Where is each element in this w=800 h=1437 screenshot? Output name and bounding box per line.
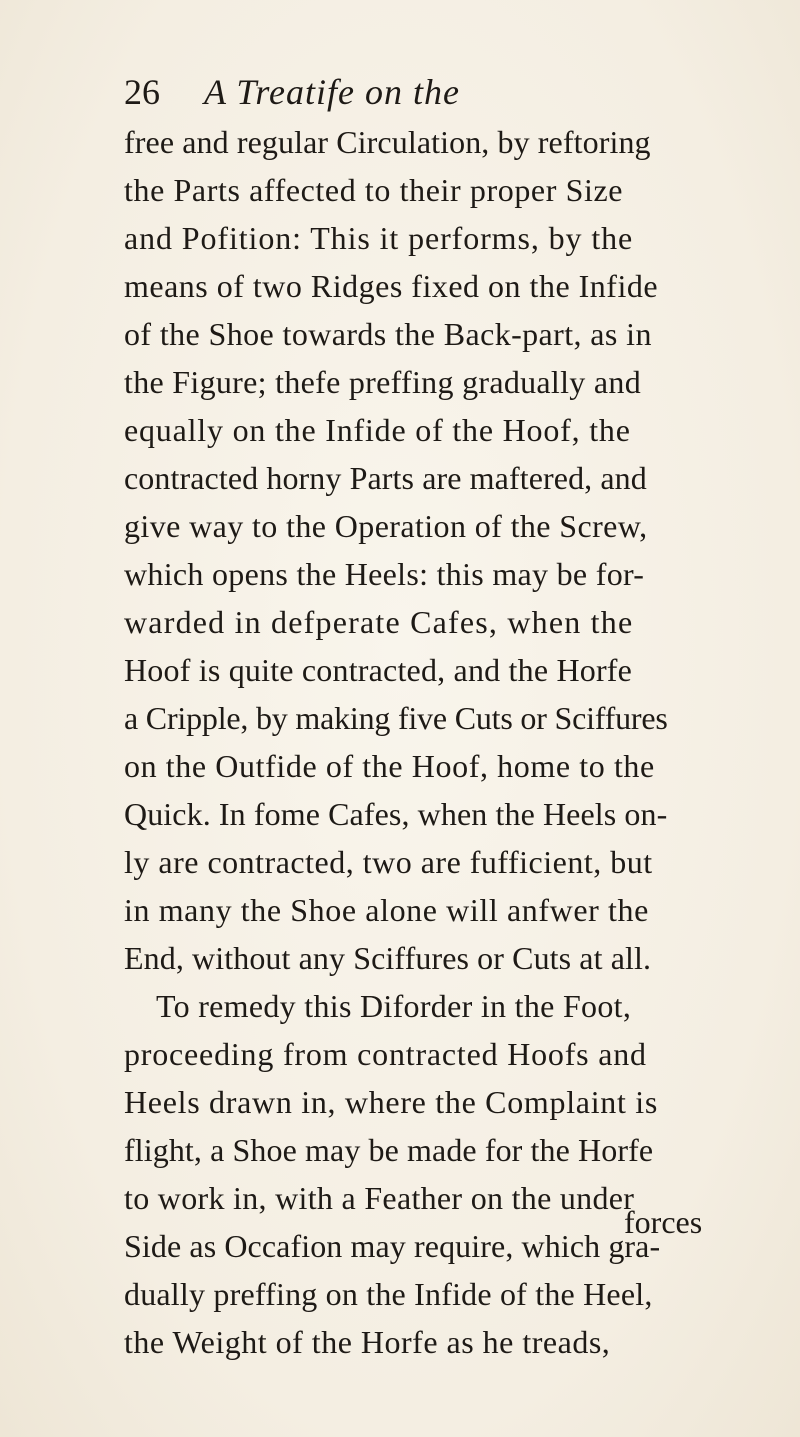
text-line: the Parts affected to their proper Size — [124, 172, 624, 208]
page-number: 26 — [124, 72, 160, 112]
text-line: a Cripple, by making five Cuts or Sciffures — [124, 700, 668, 736]
text-line: on the Outfide of the Hoof, home to the — [124, 748, 655, 784]
text-line: to work in, with a Feather on the under — [124, 1180, 635, 1216]
text-line: the Weight of the Horfe as he treads, — [124, 1324, 611, 1360]
text-line: To remedy this Diforder in the Foot, — [156, 988, 632, 1024]
text-line: Heels drawn in, where the Complaint is — [124, 1084, 659, 1120]
text-line: give way to the Operation of the Screw, — [124, 508, 648, 544]
text-line: dually preffing on the Infide of the Heel, — [124, 1276, 653, 1312]
body-text — [124, 118, 699, 1366]
text-line: flight, a Shoe may be made for the Horfe — [124, 1132, 654, 1168]
text-line: proceeding from contracted Hoofs and — [124, 1036, 647, 1072]
page-header — [124, 68, 684, 116]
text-line: contracted horny Parts are maftered, and — [124, 460, 647, 496]
text-line: Quick. In fome Cafes, when the Heels on- — [124, 796, 668, 832]
text-line: Hoof is quite contracted, and the Horfe — [124, 652, 633, 688]
text-line: of the Shoe towards the Back-part, as in — [124, 316, 652, 352]
text-line: Side as Occafion may require, which gra- — [124, 1228, 661, 1264]
text-line: ly are contracted, two are fufficient, but — [124, 844, 653, 880]
text-line: End, without any Sciffures or Cuts at all. — [124, 940, 652, 976]
text-line: in many the Shoe alone will anfwer the — [124, 892, 649, 928]
text-line: means of two Ridges fixed on the Infide — [124, 268, 659, 304]
text-line: equally on the Infide of the Hoof, the — [124, 412, 631, 448]
catchword: forces — [624, 1204, 703, 1240]
text-line: free and regular Circulation, by reftoring — [124, 124, 651, 160]
text-line: which opens the Heels: this may be for- — [124, 556, 645, 592]
text-line: and Pofition: This it performs, by the — [124, 220, 634, 256]
text-line: warded in defperate Cafes, when the — [124, 604, 634, 640]
running-head: A Treatife on the — [204, 72, 460, 112]
text-line: the Figure; thefe preffing gradually and — [124, 364, 642, 400]
